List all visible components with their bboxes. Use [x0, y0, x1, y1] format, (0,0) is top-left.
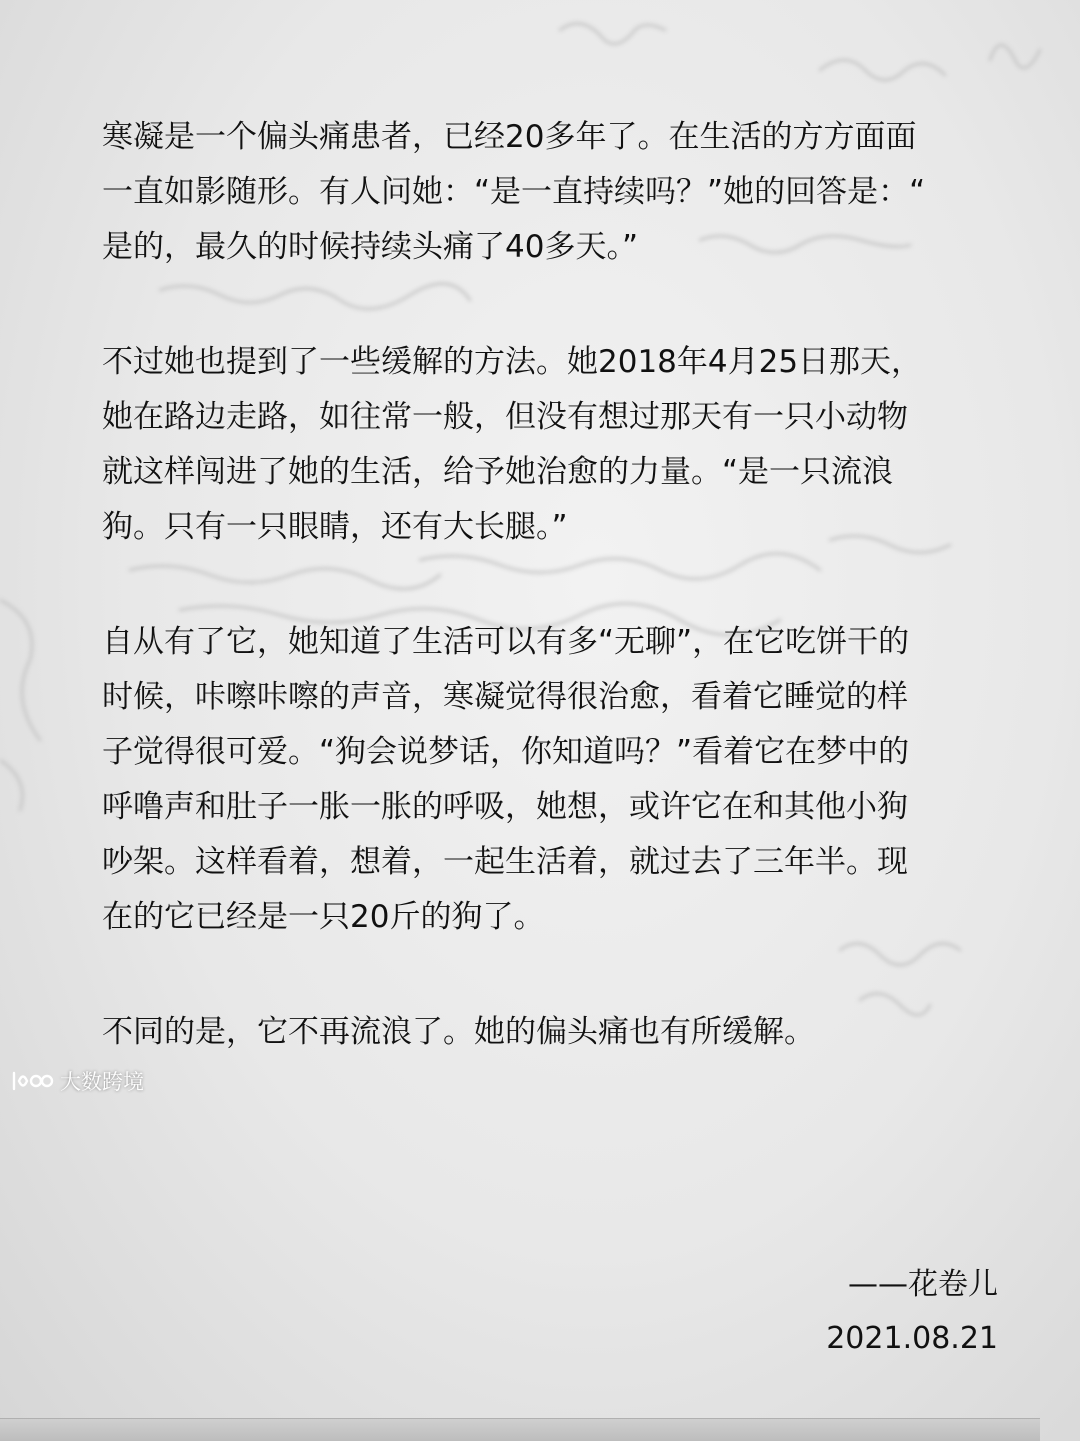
paragraph-4 — [102, 1005, 1002, 1060]
text-line: 她在路边走路，如往常一般，但没有想过那天有一只小动物 — [102, 399, 908, 435]
signature-block — [826, 1258, 998, 1366]
signature-date: 2021.08.21 — [826, 1321, 998, 1356]
paragraph-1 — [102, 110, 1002, 275]
page-bottom-edge — [0, 1418, 1040, 1441]
text-line: 狗。只有一只眼睛，还有大长腿。” — [102, 509, 568, 545]
text-line: 时候，咔嚓咔嚓的声音，寒凝觉得很治愈，看着它睡觉的样 — [102, 679, 908, 715]
text-line: 寒凝是一个偏头痛患者，已经20多年了。在生活的方方面面 — [102, 119, 917, 155]
watermark-text: 大数跨境 — [60, 1070, 144, 1094]
watermark — [10, 1066, 144, 1096]
text-line: 呼噜声和肚子一胀一胀的呼吸，她想，或许它在和其他小狗 — [102, 789, 908, 825]
text-line: 是的，最久的时候持续头痛了40多天。” — [102, 229, 639, 265]
paragraph-spacer — [102, 275, 1002, 335]
article-body — [102, 110, 1002, 1060]
paragraph-3 — [102, 615, 1002, 945]
text-line: 子觉得很可爱。“狗会说梦话，你知道吗？”看着它在梦中的 — [102, 734, 910, 770]
author-name: ——花卷儿 — [848, 1267, 998, 1302]
text-line: 不同的是，它不再流浪了。她的偏头痛也有所缓解。 — [102, 1014, 815, 1050]
text-line: 就这样闯进了她的生活，给予她治愈的力量。“是一只流浪 — [102, 454, 894, 490]
text-line: 吵架。这样看着，想着，一起生活着，就过去了三年半。现 — [102, 844, 908, 880]
text-line: 自从有了它，她知道了生活可以有多“无聊”，在它吃饼干的 — [102, 624, 910, 660]
paragraph-spacer — [102, 945, 1002, 1005]
watermark-logo-icon — [10, 1067, 54, 1095]
text-line: 一直如影随形。有人问她：“是一直持续吗？”她的回答是：“ — [102, 174, 926, 210]
text-line: 不过她也提到了一些缓解的方法。她2018年4月25日那天， — [102, 344, 923, 380]
paragraph-2 — [102, 335, 1002, 555]
text-line: 在的它已经是一只20斤的狗了。 — [102, 899, 545, 935]
paragraph-spacer — [102, 555, 1002, 615]
